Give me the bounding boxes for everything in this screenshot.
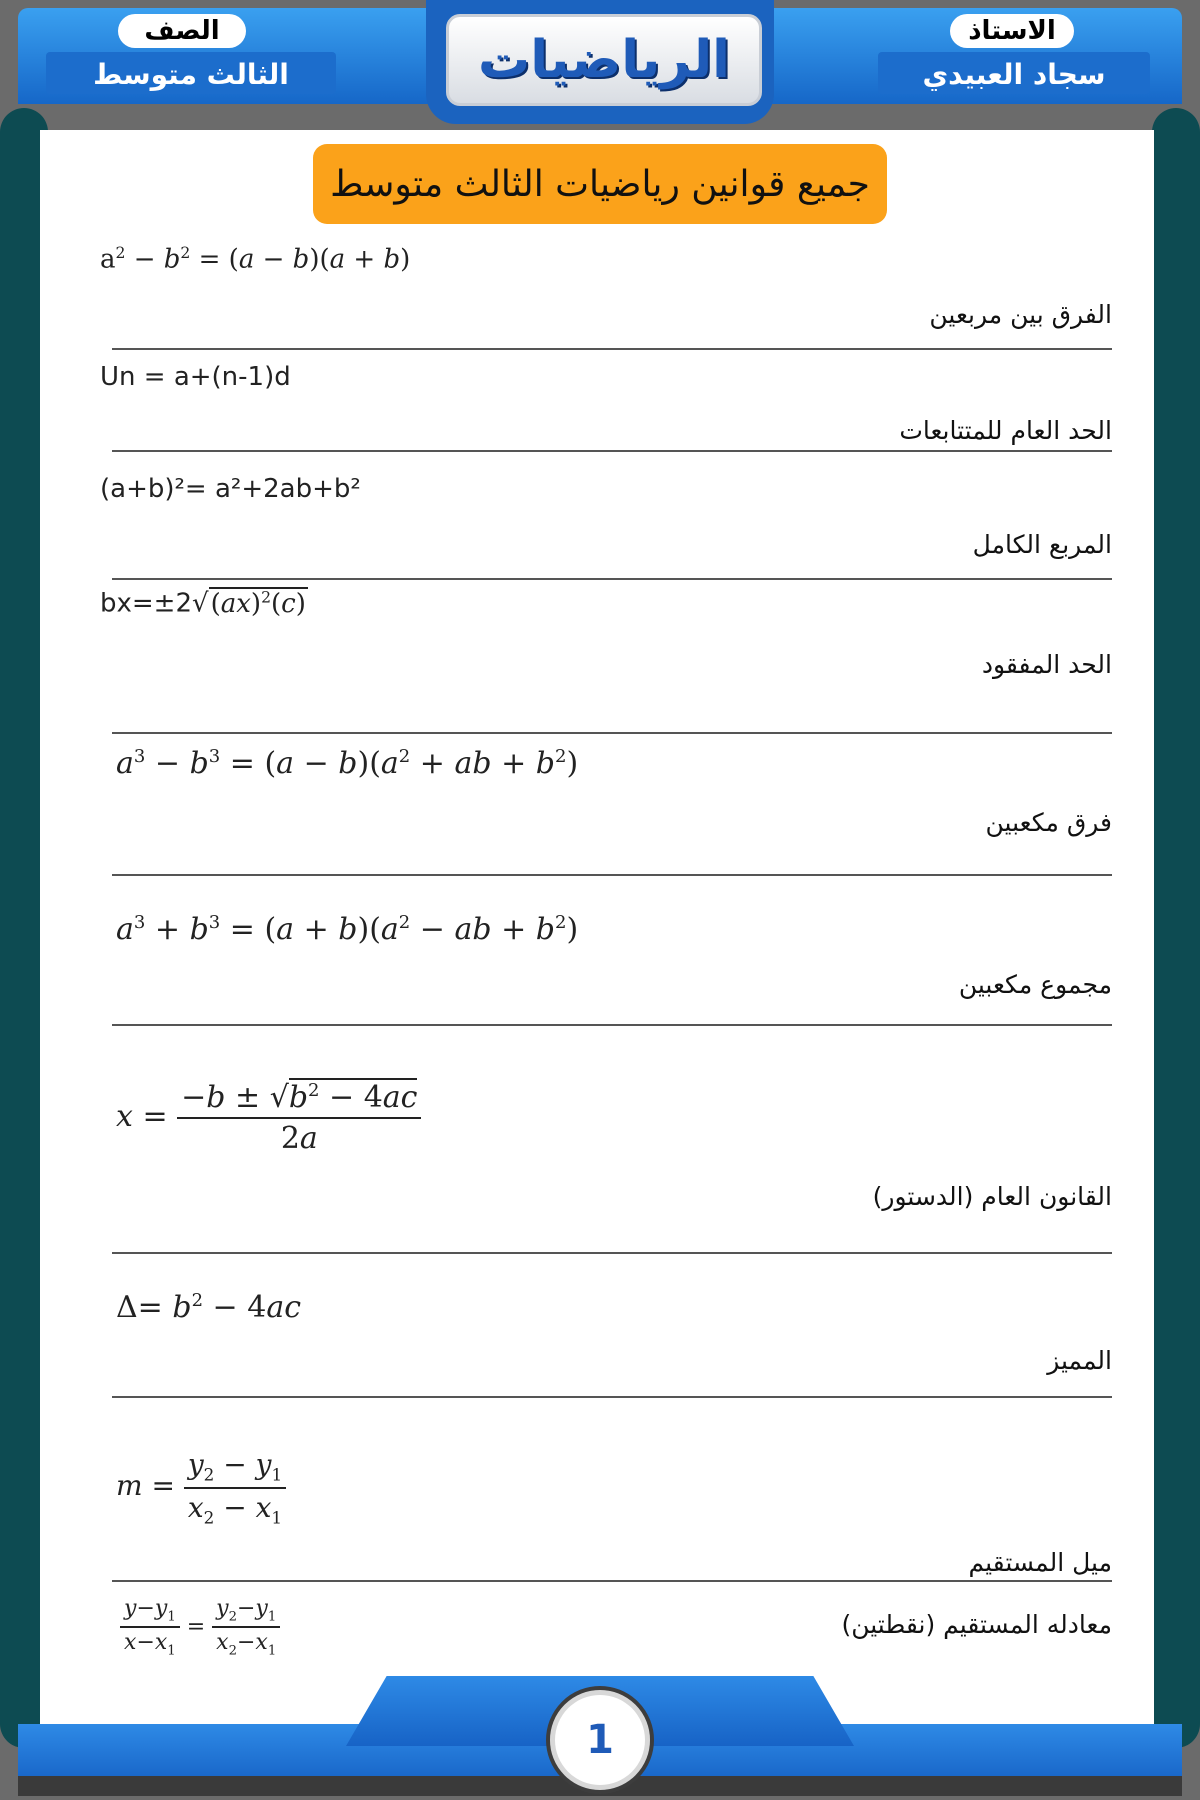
fraction: $\frac{y_2 - y_1}{x_2 - x_1}$ — [184, 1448, 286, 1527]
formula-row — [100, 358, 1112, 458]
teacher-value: سجاد العبيدي — [922, 57, 1106, 91]
divider — [112, 1396, 1112, 1398]
formula-missing-term: bx=±2√(ax)$^2$(c) — [100, 588, 306, 619]
formula-label: المربع الكامل — [972, 530, 1112, 559]
grade-label: الصف — [118, 14, 246, 48]
formula-label: الحد المفقود — [981, 650, 1112, 679]
teacher-label: الاستاذ — [950, 14, 1074, 48]
formula-label: الفرق بين مربعين — [929, 300, 1112, 329]
formula-row — [100, 470, 1112, 582]
subject-banner — [446, 14, 762, 106]
formula-slope: m = $\frac{y_2 - y_1}{x_2 - x_1}$ — [116, 1448, 286, 1527]
divider — [112, 1580, 1112, 1582]
divider — [112, 1024, 1112, 1026]
divider — [112, 450, 1112, 452]
formula-label: المميز — [1047, 1346, 1112, 1375]
formula-row — [100, 912, 1112, 1024]
divider — [112, 1252, 1112, 1254]
page-number: 1 — [546, 1686, 654, 1794]
formula-label: ميل المستقيم — [968, 1548, 1112, 1577]
subject-title: الرياضيات — [477, 30, 730, 90]
fraction: $\frac{y-y_1}{x-x_1}$ — [120, 1596, 180, 1659]
formula-row — [100, 244, 1112, 354]
formula-row — [100, 746, 1112, 878]
formula-general-term: Un = a+(n-1)d — [100, 362, 291, 392]
formula-label: مجموع مكعبين — [958, 970, 1112, 999]
formula-discriminant: $\Delta= b^2 - 4ac$ — [116, 1290, 301, 1325]
fraction: $\frac{y_2-y_1}{x_2-x_1}$ — [212, 1596, 280, 1659]
formula-row — [100, 1080, 1112, 1256]
right-rail — [1152, 108, 1200, 1748]
divider — [112, 348, 1112, 350]
divider — [112, 874, 1112, 876]
formula-label: القانون العام (الدستور) — [872, 1182, 1112, 1211]
formula-perfect-square: (a+b)²= a²+2ab+b² — [100, 474, 361, 504]
formula-label: الحد العام للمتتابعات — [899, 416, 1112, 445]
grade-value: الثالث متوسط — [93, 57, 289, 91]
formula-two-point-line: $\frac{y-y_1}{x-x_1}$ = $\frac{y_2-y_1}{x_2-x_1}$ — [120, 1596, 280, 1659]
divider — [112, 732, 1112, 734]
formula-quadratic: x = $\frac{-b \pm √b^2 - 4ac}{2a}$ — [116, 1080, 421, 1156]
formula-label: فرق مكعبين — [985, 808, 1112, 837]
formula-row — [100, 1290, 1112, 1402]
formula-label: معادله المستقيم (نقطتين) — [841, 1610, 1112, 1639]
formula-row — [100, 1448, 1112, 1582]
formula-sum-cubes: $a^3 + b^3 = (a + b)(a^2$ − ab + $b^2$) — [116, 912, 579, 947]
formula-diff-cubes: $a^3 - b^3 = (a - b)(a^2$ + ab + $b^2$) — [116, 746, 579, 781]
formula-diff-squares: $a^2 - b^2 = (a - b)(a + b)$ — [100, 244, 411, 275]
formula-row — [100, 588, 1112, 736]
page-title: جميع قوانين رياضيات الثالث متوسط — [313, 144, 887, 224]
divider — [112, 578, 1112, 580]
formula-row — [100, 1596, 1112, 1666]
fraction: $\frac{-b \pm √b^2 - 4ac}{2a}$ — [177, 1080, 421, 1156]
